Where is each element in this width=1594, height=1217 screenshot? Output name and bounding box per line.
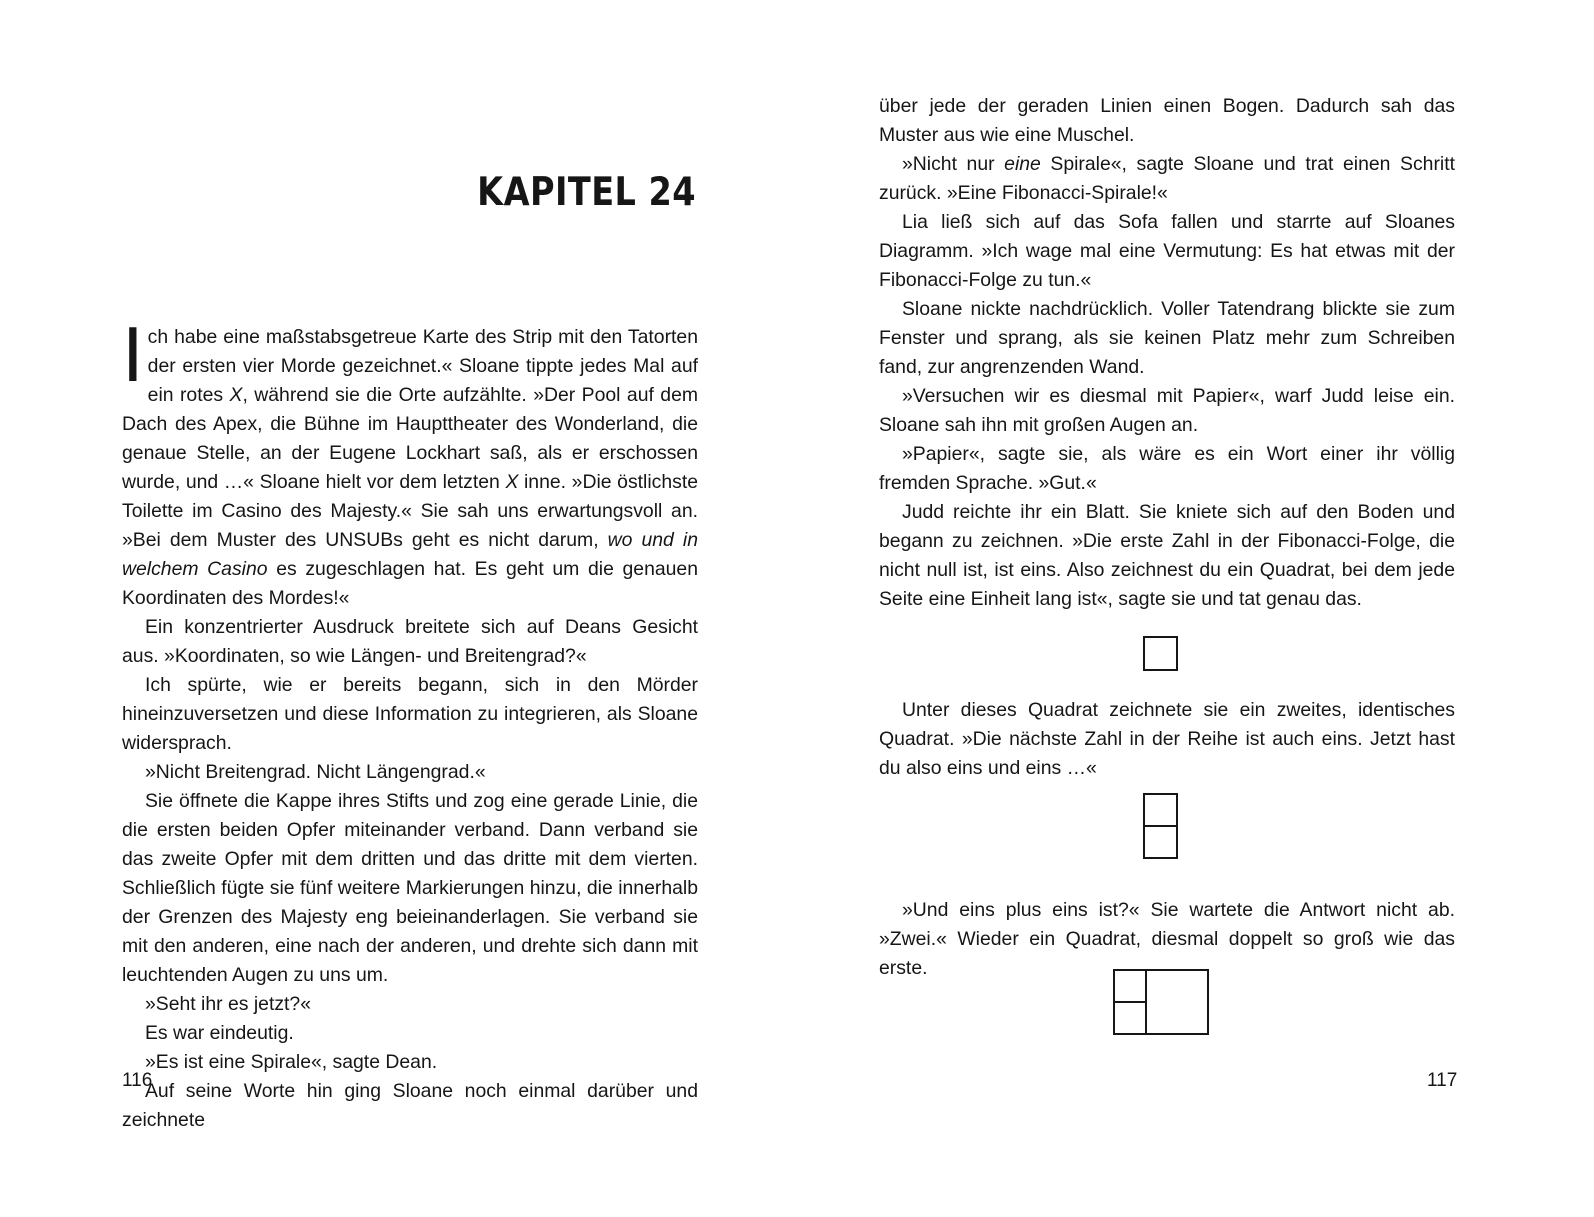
paragraph: Judd reichte ihr ein Blatt. Sie kniete sich auf den Boden und begann zu zeichnen. »Die erste Zahl in der Fibonacci-Folge, die nicht null ist, ist eins. Also zeichnest du ein Quadrat, bei dem jede Seite eine Einheit lang ist«, sagte sie und tat genau das. <box>879 501 1455 610</box>
square <box>1144 637 1177 670</box>
paragraph: »Es ist eine Spirale«, sagte Dean. <box>145 1051 438 1073</box>
paragraph: »Nicht Breitengrad. Nicht Längengrad.« <box>145 761 486 783</box>
paragraph: »Papier«, sagte sie, als wäre es ein Wort einer ihr völlig fremden Sprache. »Gut.« <box>879 443 1455 494</box>
square <box>1144 794 1177 826</box>
drop-cap: I <box>122 310 144 398</box>
figure-one-square <box>1143 636 1179 672</box>
left-page-text <box>122 310 699 1135</box>
paragraph: »Versuchen wir es diesmal mit Papier«, warf Judd leise ein. Sloane sah ihn mit großen Augen an. <box>879 385 1455 436</box>
chapter-title: KAPITEL 24 <box>477 170 696 215</box>
paragraph: Sloane nickte nachdrücklich. Voller Tatendrang blickte sie zum Fenster und sprang, als sie keinen Platz mehr zum Schreiben fand, zur angrenzenden Wand. <box>879 298 1455 378</box>
paragraph: »Seht ihr es jetzt?« <box>145 993 311 1015</box>
paragraph: über jede der geraden Linien einen Bogen. Dadurch sah das Muster aus wie eine Muschel. <box>879 95 1455 146</box>
square <box>1146 970 1208 1034</box>
paragraph: Es war eindeutig. <box>145 1022 294 1044</box>
paragraph: Auf seine Worte hin ging Sloane noch einmal darüber und zeichnete <box>122 1080 698 1131</box>
right-page-text <box>879 92 1455 614</box>
right-page-text <box>879 696 1455 783</box>
paragraph: »Nicht nur eine Spirale«, sagte Sloane und trat einen Schritt zurück. »Eine Fibonacci-Spirale!« <box>879 153 1455 204</box>
paragraph: Lia ließ sich auf das Sofa fallen und starrte auf Sloanes Diagramm. »Ich wage mal eine Vermutung: Es hat etwas mit der Fibonacci-Folge zu tun.« <box>879 211 1455 291</box>
figure-three-squares <box>1113 969 1211 1037</box>
square <box>1114 970 1146 1002</box>
paragraph: Ich habe eine maßstabsgetreue Karte des Strip mit den Tatorten der ersten vier Morde gezeichnet.« Sloane tippte jedes Mal auf ein rotes X, während sie die Orte aufzählte. »Der Pool auf dem Dach des Apex, die Bühne im Haupttheater des Wonderland, die genaue Stelle, an der Eugene Lockhart saß, als er erschossen wurde, und …« Sloane hielt vor dem letzten X inne. »Die östlichste Toilette im Casino des Majesty.« Sie sah uns erwartungsvoll an. »Bei dem Muster des UNSUBs geht es nicht darum, wo und in welchem Casino es zugeschlagen hat. Es geht um die genauen Koordinaten des Mordes!« <box>122 310 699 609</box>
paragraph: Sie öffnete die Kappe ihres Stifts und zog eine gerade Linie, die die ersten beiden Opfer miteinander verband. Dann verband sie das zweite Opfer mit dem dritten und das dritte mit dem vierten. Schließlich fügte sie fünf weitere Markierungen hinzu, die innerhalb der Grenzen des Majesty eng beieinanderlagen. Sie verband sie mit den anderen, eine nach der anderen, und drehte sich dann mit leuchtenden Augen zu uns um. <box>122 790 698 986</box>
paragraph: Ich spürte, wie er bereits begann, sich in den Mörder hineinzuversetzen und diese Information zu integrieren, als Sloane widersprach. <box>122 674 698 754</box>
right-page <box>797 0 1594 1217</box>
paragraph: Ein konzentrierter Ausdruck breitete sich auf Deans Gesicht aus. »Koordinaten, so wie Längen- und Breitengrad?« <box>122 616 698 667</box>
paragraph: Unter dieses Quadrat zeichnete sie ein zweites, identisches Quadrat. »Die nächste Zahl in der Reihe ist auch eins. Jetzt hast du also eins und eins …« <box>879 699 1455 779</box>
figure-two-squares <box>1143 793 1179 861</box>
page-number-left: 116 <box>122 1070 153 1091</box>
square <box>1144 826 1177 858</box>
page-number-right: 117 <box>1427 1070 1458 1091</box>
square <box>1114 1002 1146 1034</box>
paragraph: »Und eins plus eins ist?« Sie wartete die Antwort nicht ab. »Zwei.« Wieder ein Quadrat, diesmal doppelt so groß wie das erste. <box>879 899 1455 979</box>
